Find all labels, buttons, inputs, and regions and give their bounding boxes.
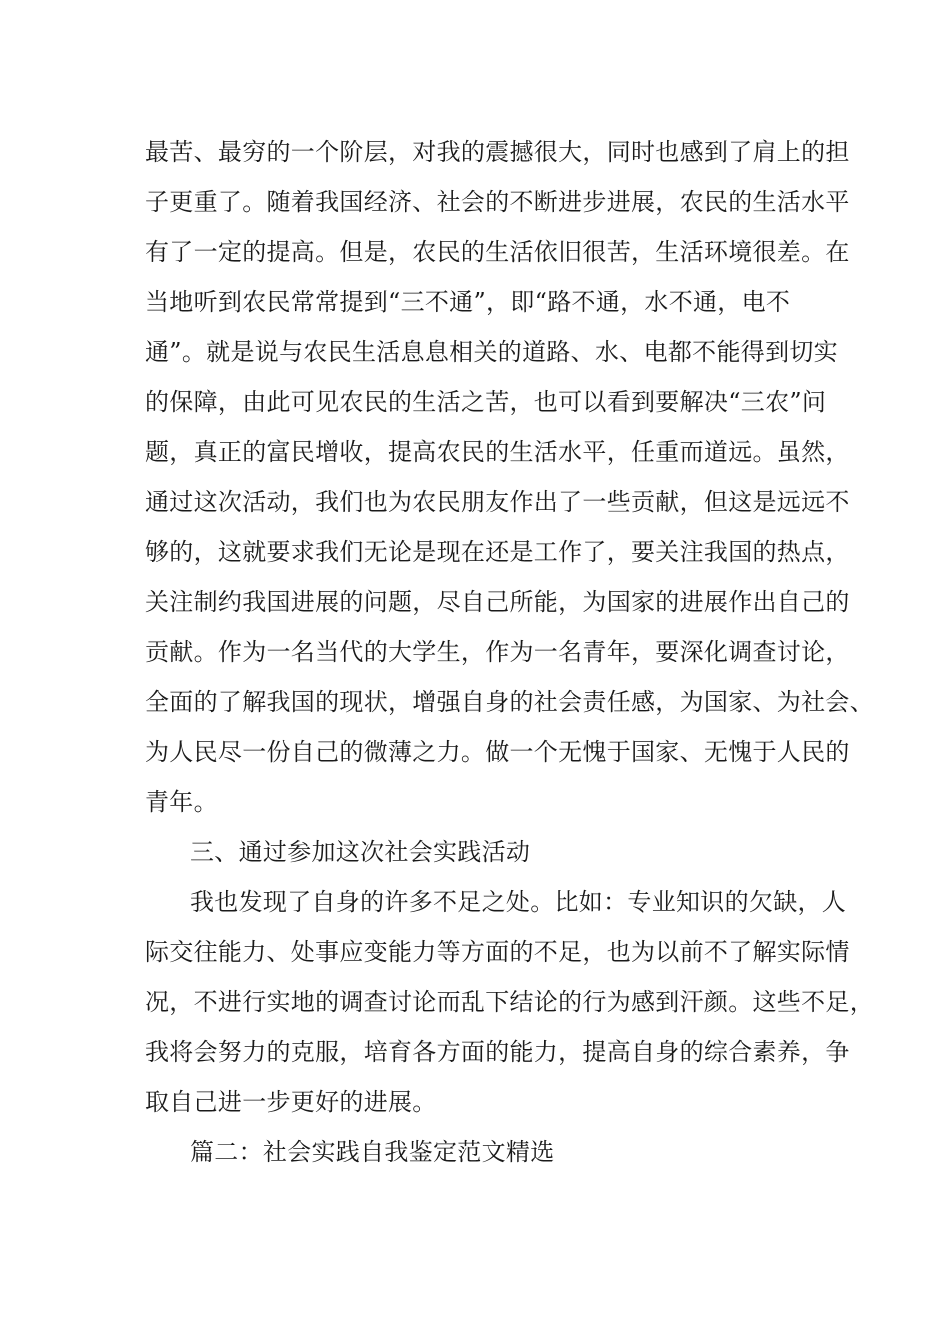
paragraph-line: 为人民尽一份自己的微薄之力。做一个无愧于国家、无愧于人民的 (145, 738, 850, 766)
paragraph-line: 取自己进一步更好的进展。 (145, 1088, 437, 1116)
paragraph-line: 的保障，由此可见农民的生活之苦，也可以看到要解决“三农”问 (145, 388, 827, 416)
paragraph-line: 通”。就是说与农民生活息息相关的道路、水、电都不能得到切实 (145, 338, 838, 366)
paragraph-line: 有了一定的提高。但是，农民的生活依旧很苦，生活环境很差。在 (145, 238, 850, 266)
part-heading: 篇二：社会实践自我鉴定范文精选 (190, 1138, 555, 1166)
paragraph-line: 青年。 (145, 788, 218, 816)
paragraph-line: 最苦、最穷的一个阶层，对我的震撼很大，同时也感到了肩上的担 (145, 138, 850, 166)
paragraph-line: 我将会努力的克服，培育各方面的能力，提高自身的综合素养，争 (145, 1038, 850, 1066)
paragraph-line: 况，不进行实地的调查讨论而乱下结论的行为感到汗颜。这些不足， (145, 988, 874, 1016)
paragraph-line: 我也发现了自身的许多不足之处。比如：专业知识的欠缺，人 (190, 888, 847, 916)
paragraph-line: 子更重了。随着我国经济、社会的不断进步进展，农民的生活水平 (145, 188, 850, 216)
paragraph-line: 全面的了解我国的现状，增强自身的社会责任感，为国家、为社会、 (145, 688, 874, 716)
paragraph-line: 通过这次活动，我们也为农民朋友作出了一些贡献，但这是远远不 (145, 488, 850, 516)
paragraph-line: 关注制约我国进展的问题，尽自己所能，为国家的进展作出自己的 (145, 588, 850, 616)
paragraph-line: 够的，这就要求我们无论是现在还是工作了，要关注我国的热点， (145, 538, 850, 566)
paragraph-line: 际交往能力、处事应变能力等方面的不足，也为以前不了解实际情 (145, 938, 850, 966)
paragraph-line: 贡献。作为一名当代的大学生，作为一名青年，要深化调查讨论， (145, 638, 850, 666)
paragraph-line: 题，真正的富民增收，提高农民的生活水平，任重而道远。虽然， (145, 438, 850, 466)
paragraph-line: 当地听到农民常常提到“三不通”，即“路不通，水不通，电不 (145, 288, 791, 316)
section-heading: 三、通过参加这次社会实践活动 (190, 838, 531, 866)
